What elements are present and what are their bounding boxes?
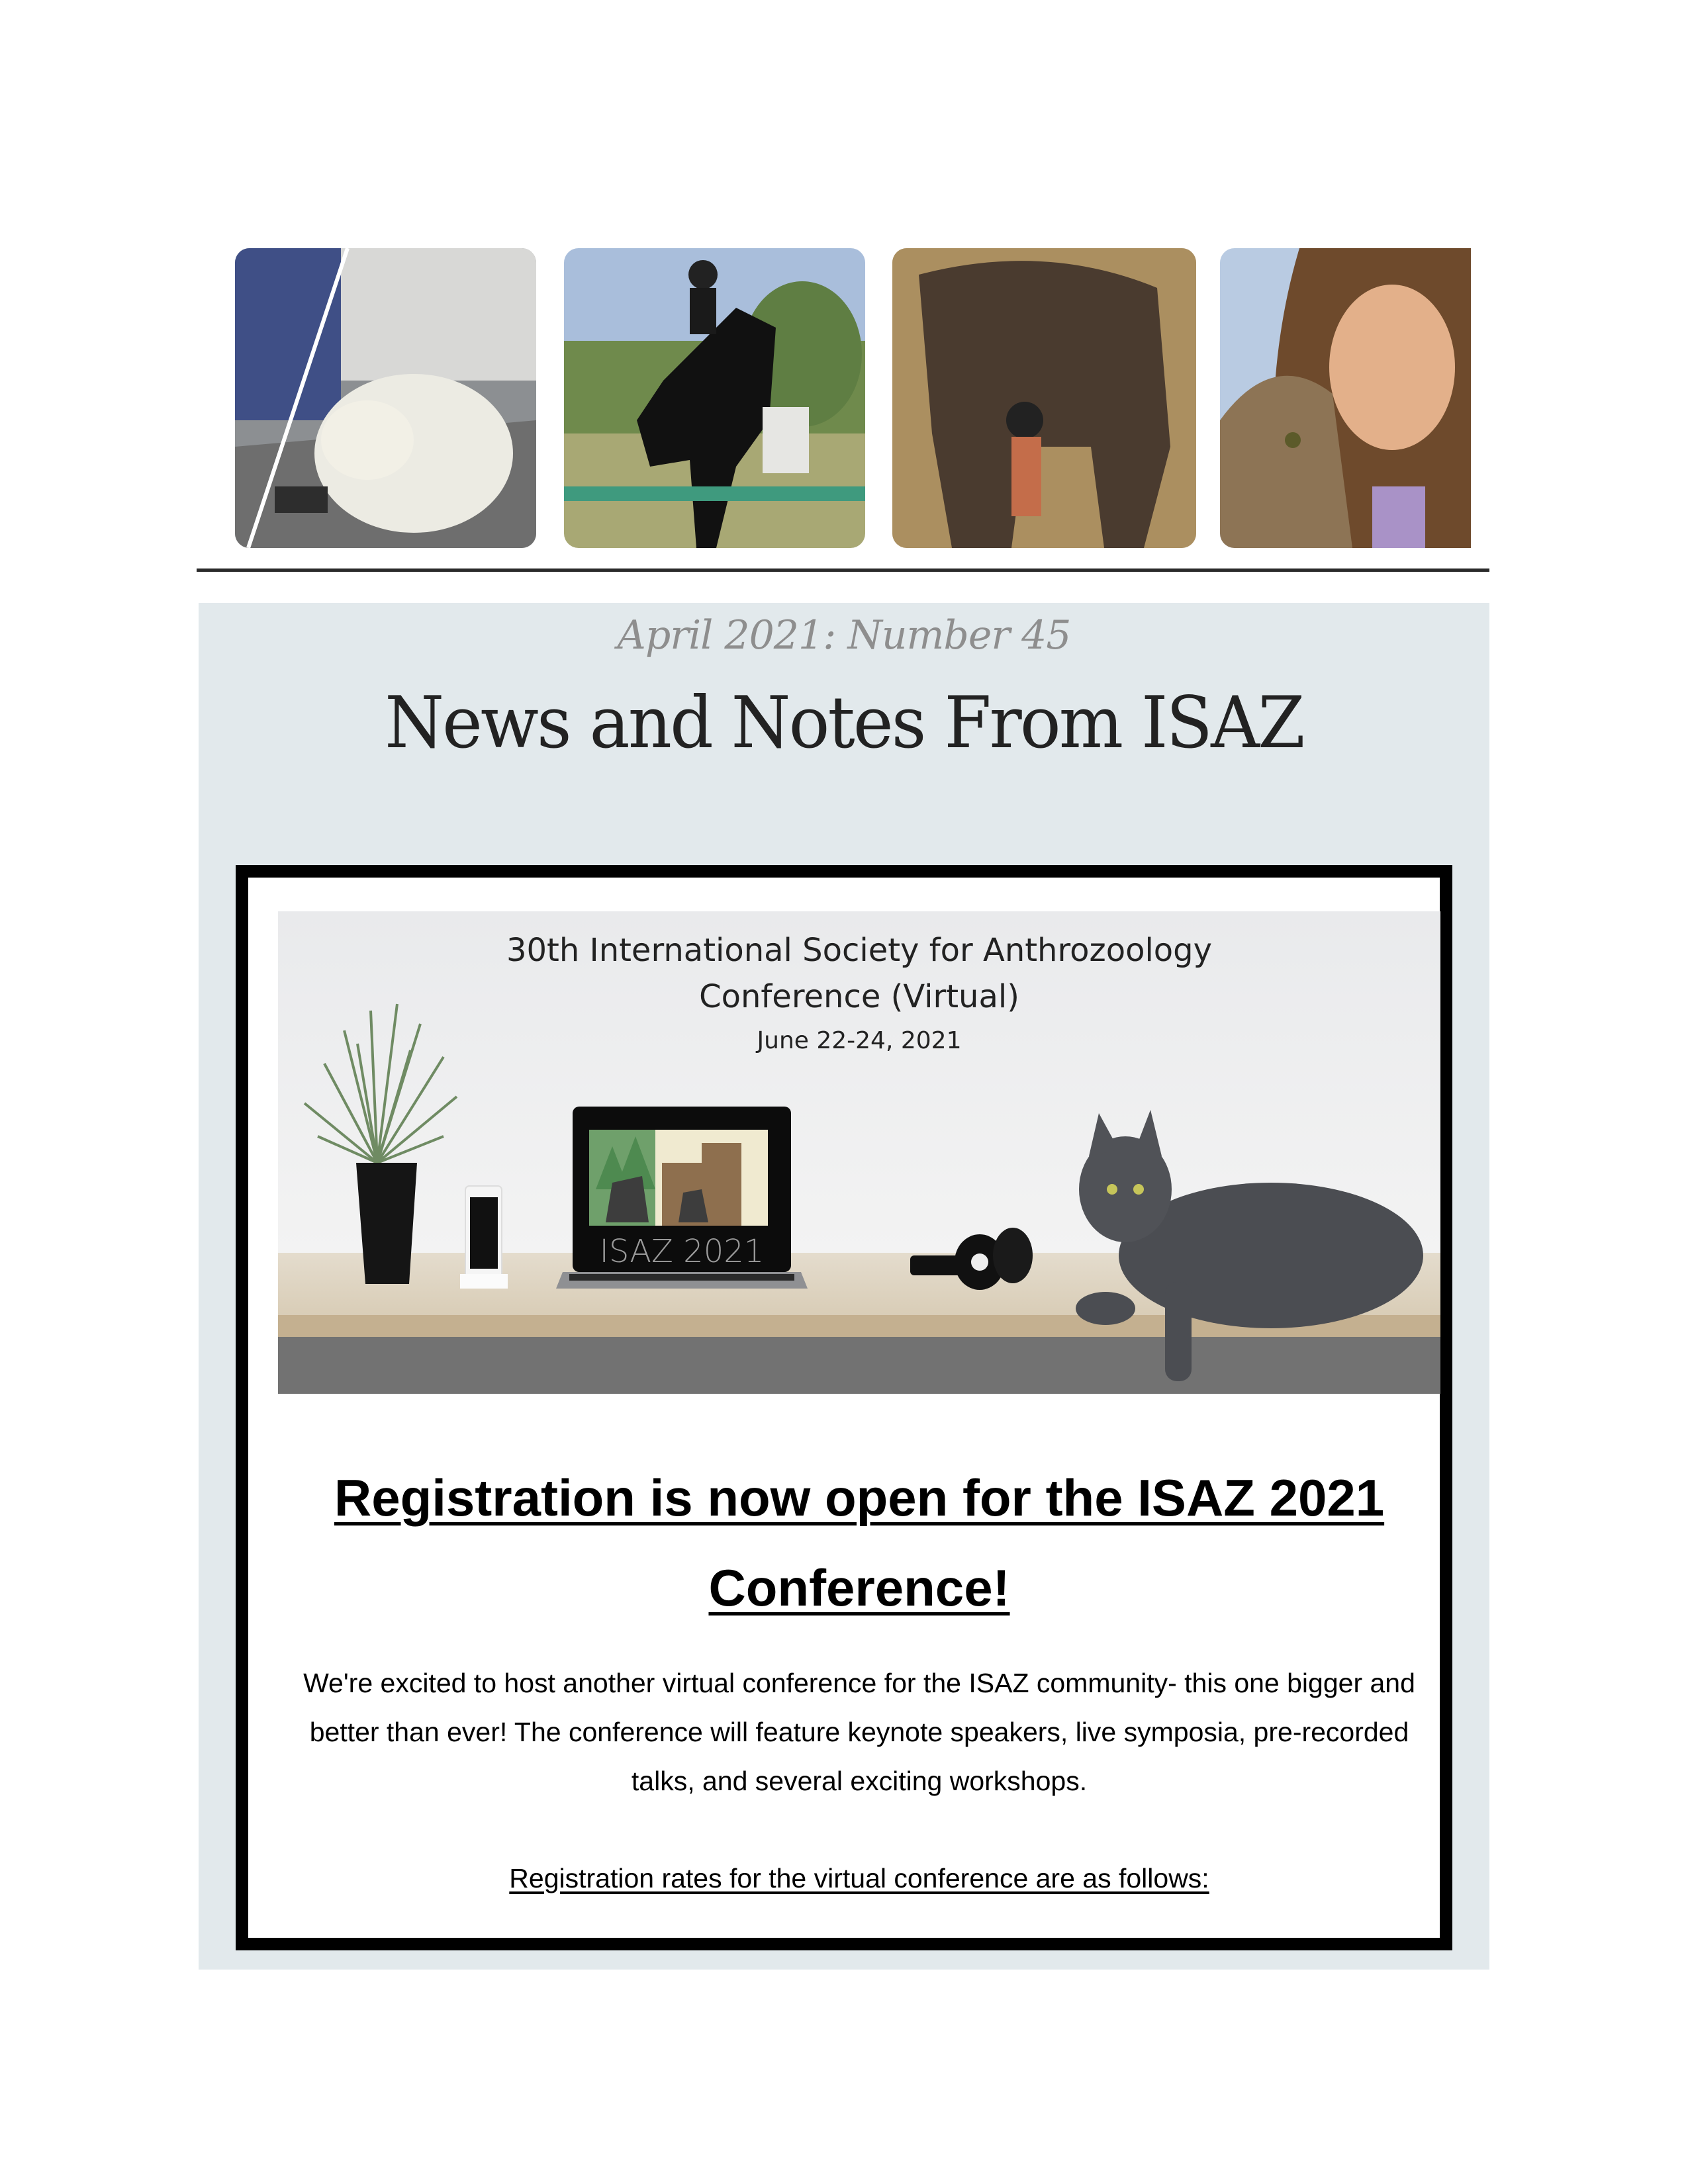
issue-label: April 2021: Number 45 [617,612,1071,659]
conference-banner[interactable] [278,911,1440,1394]
laptop-logo-text: ISAZ 2021 [599,1233,765,1270]
banner-dates: June 22-24, 2021 [757,1027,962,1054]
photo-woman-cat [1220,248,1471,548]
laptop-icon [556,1107,808,1289]
phone-icon [460,1186,508,1289]
registration-rates-link[interactable]: Registration rates for the virtual conference are as follows: [509,1863,1209,1893]
banner-line2: Conference (Virtual) [699,978,1019,1015]
registration-heading-line1[interactable]: Registration is now open for the ISAZ 2021 [334,1469,1385,1527]
photo-guide-dog [235,248,536,548]
header-divider [197,569,1489,572]
registration-rates-link-wrapper [278,1863,1440,1894]
banner-line1: 30th International Society for Anthrozoology [506,932,1213,969]
registration-heading[interactable] [278,1453,1440,1633]
article-body: We're excited to host another virtual conference for the ISAZ community- this one bigger and better than ever! The conference will feature keynote speakers, live symposia, pre-recorded talks, and several exciting workshops. [303,1668,1415,1796]
newsletter-title: News and Notes From ISAZ [385,682,1303,764]
photo-horse-rider [564,248,865,548]
registration-heading-line2[interactable]: Conference! [708,1559,1010,1617]
photo-elephant [892,248,1196,548]
